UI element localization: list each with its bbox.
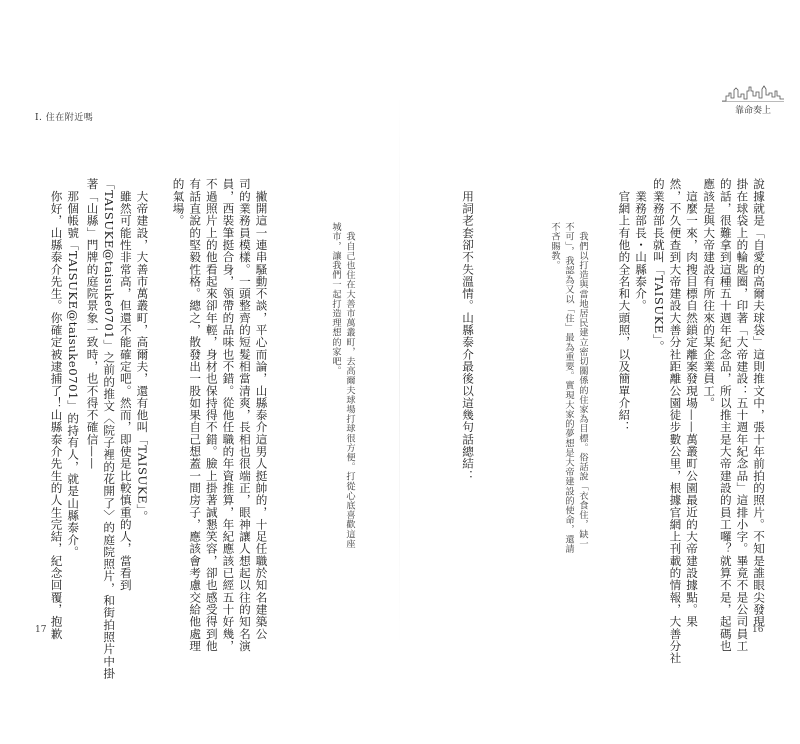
right-page-paragraph-3: 業務部長・山縣泰介。 官網上有他的全名和大頭照，以及簡單介紹：	[617, 190, 648, 434]
right-running-head: 靠命奏上	[734, 106, 771, 116]
left-running-head: I. 住在附近嗎	[35, 113, 94, 123]
right-page-paragraph-4: 用詞老套卻不失溫情。山縣泰介最後以這幾句話總結：	[461, 178, 475, 482]
left-page-paragraph-1: 撇開這一連串騷動不談，平心而論，山縣泰介這男人挺帥的，十足任職於知名建築公 司的業務員模樣。一頭整齊的短髮相當清爽，長相也很端正，眼神讓人想起以往的知名演 員，西裝筆挺合身，領帶的品味也不錯。從他任職的年資推算，年紀應該已經五十好幾， 不過照片上的他看起來卻年輕，身材也保持得不錯。臉上掛著誠懇笑容，卻也感受得到他 有話直說的堅毅性格。總之，散發出一股如果自己想蓋一間房子，應該會考慮交給他處理 的氣場。	[171, 178, 269, 652]
left-page-number: 17	[35, 625, 47, 635]
left-page-paragraph-3: 那個帳號「TAISUKE@taisuke0701」的持有人，就是山縣泰介。 你好，山縣泰介先生。你確定被逮捕了！山縣泰介先生的人生完結，紀念回覆，抱歉	[49, 190, 81, 640]
right-page-paragraph-2: 這麼一來，肉搜目標自然鎖定離案發現場——萬叢町公園最近的大帝建設據點。果 然，不久便查到大帝建設大善分社距離公園徒步數公里，根據官網上刊載的情報，大善分社 的業務部長就叫「TAISUKE」。	[651, 178, 699, 664]
left-page-paragraph-2: 大帝建設，大善市萬叢町，高爾夫，還有他叫「TAISUKE」。 雖然可能性非常高，但還不能確定吧。然而，即使是比較慎重的人，當看到 「TAISUKE@taisuke0701」之前的推文〈院子裡的花開了〉的庭院照片，和街拍照片中掛 著「山縣」門牌的庭院景象一致時，也不得不確信——	[85, 178, 150, 680]
right-page-number: 16	[752, 625, 764, 635]
city-skyline-icon	[722, 84, 784, 102]
page-gutter	[399, 90, 400, 650]
left-page-blockquote: 我自己也住在大善市萬叢町，去高爾夫球場打球很方便。打從心底喜歡這座 城市，讓我們一起打造理想的家吧。	[330, 222, 355, 549]
right-page-paragraph-1: 說據就是「自愛的高爾夫球袋」這則推文中，張十年前拍的照片。不知是誰眼尖發現 掛在球袋上的輪匙圈，印著「大帝建設：五十週年紀念品」這排小字。畢竟不是公司員工 的話，很難拿到這種五十週年紀念品，所以推主是大帝建設的員工囉？就算不是，起碼也 應該是與大帝建設有所往來的某企業員工。	[702, 178, 766, 652]
right-page-blockquote: 我們以打造與當地居民建立密切關係的住家為目標。俗話說「衣食住，缺一 不可」，我認為又以「住」最為重要。實現大家的夢想是大帝建設的使命，還請 不吝賜教。	[549, 222, 588, 554]
